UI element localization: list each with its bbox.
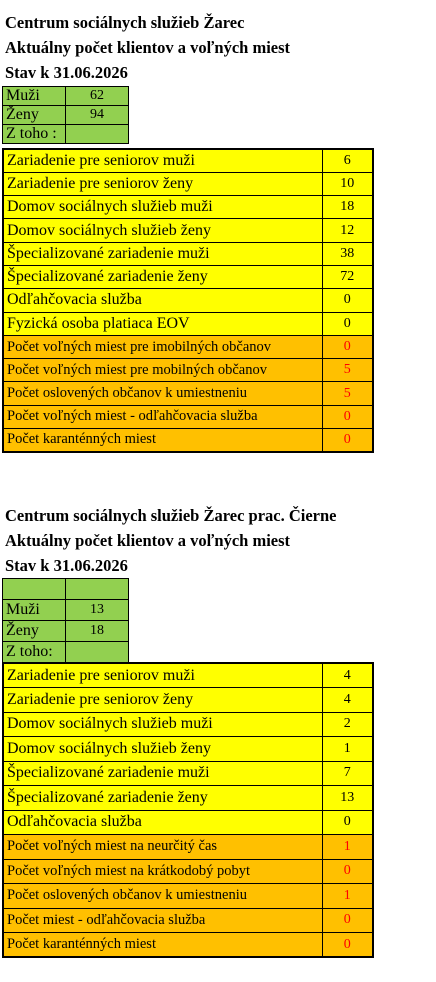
row-label: Počet voľných miest pre mobilných občanov bbox=[3, 359, 322, 382]
section2-date: Stav k 31.06.2026 bbox=[5, 556, 128, 575]
row-value bbox=[66, 579, 129, 600]
row-label: Odľahčovacia služba bbox=[3, 810, 322, 835]
summary-row bbox=[3, 125, 129, 144]
table-row bbox=[3, 761, 373, 786]
row-value: 94 bbox=[66, 106, 129, 125]
row-label: Špecializované zariadenie muži bbox=[3, 761, 322, 786]
row-label: Počet miest - odľahčovacia služba bbox=[3, 908, 322, 933]
table-row bbox=[3, 786, 373, 811]
row-label: Muži bbox=[3, 87, 66, 106]
row-label: Počet voľných miest - odľahčovacia služba bbox=[3, 405, 322, 428]
row-value: 0 bbox=[322, 335, 373, 358]
table-row bbox=[3, 859, 373, 884]
table-row bbox=[3, 712, 373, 737]
row-value: 4 bbox=[322, 663, 373, 688]
row-label: Počet oslovených občanov k umiestneniu bbox=[3, 884, 322, 909]
row-label: Zariadenie pre seniorov ženy bbox=[3, 688, 322, 713]
row-value: 72 bbox=[322, 265, 373, 288]
table-row bbox=[3, 312, 373, 335]
row-label: Odľahčovacia služba bbox=[3, 289, 322, 312]
row-value: 38 bbox=[322, 242, 373, 265]
row-value: 0 bbox=[322, 429, 373, 452]
row-label: Domov sociálnych služieb ženy bbox=[3, 737, 322, 762]
table-row bbox=[3, 172, 373, 195]
section1-date: Stav k 31.06.2026 bbox=[5, 63, 128, 82]
table-row bbox=[3, 335, 373, 358]
row-value: 0 bbox=[322, 933, 373, 958]
table-row bbox=[3, 835, 373, 860]
table-row bbox=[3, 933, 373, 958]
row-value: 13 bbox=[322, 786, 373, 811]
row-value: 7 bbox=[322, 761, 373, 786]
summary-row bbox=[3, 600, 129, 621]
table-row bbox=[3, 884, 373, 909]
summary-row bbox=[3, 87, 129, 106]
table-row bbox=[3, 737, 373, 762]
table-row bbox=[3, 359, 373, 382]
row-label: Špecializované zariadenie muži bbox=[3, 242, 322, 265]
row-value: 1 bbox=[322, 737, 373, 762]
row-label: Počet voľných miest na krátkodobý pobyt bbox=[3, 859, 322, 884]
section2-title: Centrum sociálnych služieb Žarec prac. Čierne bbox=[5, 506, 337, 525]
table-row bbox=[3, 688, 373, 713]
row-value: 62 bbox=[66, 87, 129, 106]
row-value: 5 bbox=[322, 359, 373, 382]
row-label: Domov sociálnych služieb muži bbox=[3, 712, 322, 737]
row-value: 6 bbox=[322, 149, 373, 172]
row-label: Špecializované zariadenie ženy bbox=[3, 786, 322, 811]
row-label: Fyzická osoba platiaca EOV bbox=[3, 312, 322, 335]
row-value: 0 bbox=[322, 810, 373, 835]
row-value bbox=[66, 125, 129, 144]
row-value: 0 bbox=[322, 289, 373, 312]
row-label: Z toho : bbox=[3, 125, 66, 144]
section2-summary-table bbox=[2, 578, 129, 663]
table-row bbox=[3, 196, 373, 219]
row-label: Muži bbox=[3, 600, 66, 621]
summary-row bbox=[3, 579, 129, 600]
row-label: Zariadenie pre seniorov muži bbox=[3, 663, 322, 688]
row-label: Zariadenie pre seniorov muži bbox=[3, 149, 322, 172]
section2-subtitle: Aktuálny počet klientov a voľných miest bbox=[5, 531, 291, 550]
row-value: 0 bbox=[322, 405, 373, 428]
row-label bbox=[3, 579, 66, 600]
section1-title: Centrum sociálnych služieb Žarec bbox=[5, 13, 245, 32]
table-row bbox=[3, 810, 373, 835]
row-value: 0 bbox=[322, 908, 373, 933]
row-value: 13 bbox=[66, 600, 129, 621]
table-row bbox=[3, 289, 373, 312]
row-value: 18 bbox=[322, 196, 373, 219]
section2-detail-table bbox=[2, 662, 374, 958]
row-label: Z toho: bbox=[3, 642, 66, 663]
row-value: 1 bbox=[322, 835, 373, 860]
row-value: 0 bbox=[322, 859, 373, 884]
table-row bbox=[3, 219, 373, 242]
table-row bbox=[3, 265, 373, 288]
summary-row bbox=[3, 621, 129, 642]
row-value: 4 bbox=[322, 688, 373, 713]
row-value bbox=[66, 642, 129, 663]
row-value: 2 bbox=[322, 712, 373, 737]
section1-heading bbox=[5, 10, 290, 85]
row-label: Domov sociálnych služieb muži bbox=[3, 196, 322, 219]
row-value: 0 bbox=[322, 312, 373, 335]
section1-detail-table bbox=[2, 148, 374, 453]
table-row bbox=[3, 429, 373, 452]
row-label: Počet karanténných miest bbox=[3, 429, 322, 452]
summary-row bbox=[3, 106, 129, 125]
section2-heading bbox=[5, 503, 336, 578]
summary-row bbox=[3, 642, 129, 663]
row-label: Špecializované zariadenie ženy bbox=[3, 265, 322, 288]
row-label: Počet voľných miest pre imobilných občanov bbox=[3, 335, 322, 358]
table-row bbox=[3, 242, 373, 265]
row-value: 18 bbox=[66, 621, 129, 642]
row-value: 10 bbox=[322, 172, 373, 195]
table-row bbox=[3, 663, 373, 688]
row-label: Zariadenie pre seniorov ženy bbox=[3, 172, 322, 195]
row-label: Ženy bbox=[3, 106, 66, 125]
row-label: Ženy bbox=[3, 621, 66, 642]
table-row bbox=[3, 908, 373, 933]
row-value: 1 bbox=[322, 884, 373, 909]
row-value: 5 bbox=[322, 382, 373, 405]
section1-subtitle: Aktuálny počet klientov a voľných miest bbox=[5, 38, 291, 57]
section1-summary-table bbox=[2, 86, 129, 144]
row-value: 12 bbox=[322, 219, 373, 242]
table-row bbox=[3, 405, 373, 428]
row-label: Domov sociálnych služieb ženy bbox=[3, 219, 322, 242]
table-row bbox=[3, 382, 373, 405]
row-label: Počet karanténných miest bbox=[3, 933, 322, 958]
row-label: Počet oslovených občanov k umiestneniu bbox=[3, 382, 322, 405]
table-row bbox=[3, 149, 373, 172]
row-label: Počet voľných miest na neurčitý čas bbox=[3, 835, 322, 860]
